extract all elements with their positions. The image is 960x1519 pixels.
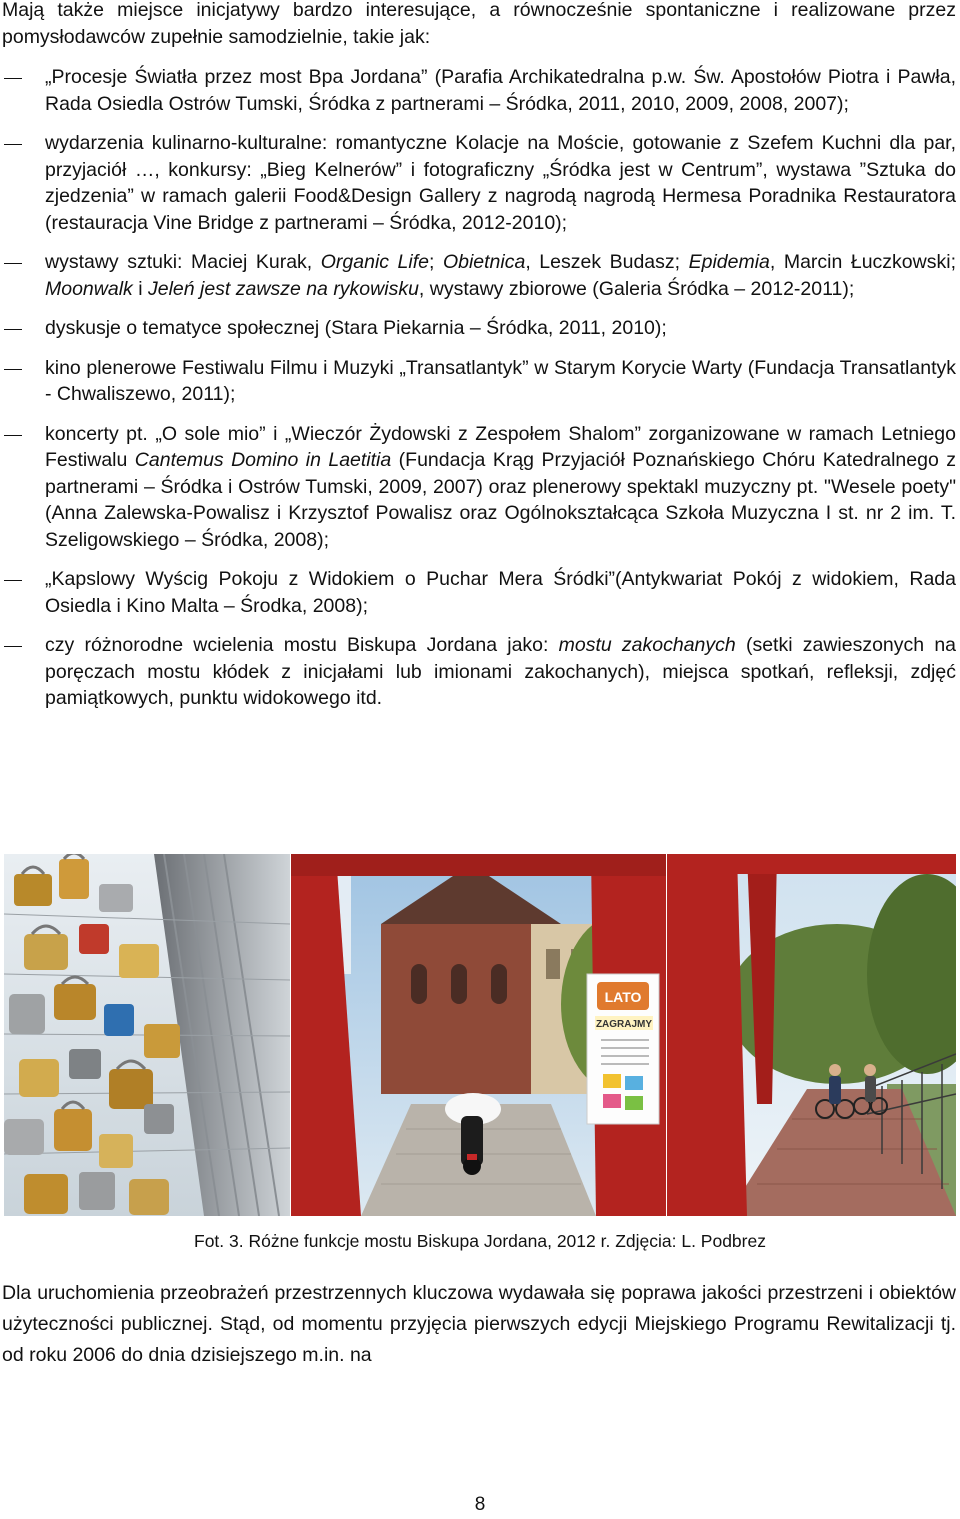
list-item — [0, 315, 956, 342]
list-item-text: czy różnorodne wcielenia mostu Biskupa Jordana jako: — [45, 634, 559, 656]
body-paragraph: Dla uruchomienia przeobrażeń przestrzennych kluczowa wydawała się poprawa jakości przestrzeni i obiektów użyteczności publicznej. Stąd, od momentu przyjęcia pierwszych edycji Miejskiego Programu Rewitalizacji tj. od roku 2006 do dnia dzisiejszego m.in. na — [2, 1282, 956, 1366]
list-item-italic-text: Moonwalk — [45, 277, 133, 300]
list-item-italic-text: Cantemus Domino in Laetitia — [134, 449, 392, 471]
list-item-text: wystawy sztuki: Maciej Kurak, — [45, 251, 321, 273]
list-item-text: i — [132, 277, 148, 300]
list-item-text: „Procesje Światła przez most Bpa Jordana” (Parafia Archikatedralna p.w. Św. Apostołów Piotra i Pawła, Rada Osiedla Ostrów Tumski, Śródka z partnerami – Śródka, 2011, 2010, 2009, 2008, 2007); — [45, 66, 956, 115]
list-item — [0, 249, 956, 302]
poster-text-lato: LATO — [604, 989, 642, 1005]
dash-bullet — [4, 646, 22, 647]
dash-bullet — [4, 435, 22, 436]
list-item-text: (Fundacja Krąg Przyjaciół Poznańskiego Chóru Katedralnego z partnerami – Śródka i Ostrów Tumski, 2009, 2007) oraz plenerowy spektakl muzyczny pt. "Wesele poety" (Anna Zalewska-Powalisz i Krzysztof Powalisz oraz Ogólnokształcąca Szkoła Muzyczna I st. nr 2 im. T. Szeligowskiego – Śródka, 2008); — [45, 449, 956, 551]
list-item-italic-text: Obietnica — [442, 251, 526, 273]
dash-bullet — [4, 263, 22, 264]
photo-red-bridge-cyclists — [667, 854, 956, 1216]
dash-bullet — [4, 78, 22, 79]
list-item — [0, 421, 956, 554]
list-item-text: ; — [429, 251, 443, 273]
list-item — [0, 355, 956, 408]
list-item-italic-text: Jeleń jest zawsze na rykowisku — [147, 277, 419, 300]
poster-text-zagrajmy: ZAGRAJMY — [595, 1019, 653, 1030]
list-item-text: dyskusje o tematyce społecznej (Stara Piekarnia – Śródka, 2011, 2010); — [45, 317, 667, 339]
photo-caption: Fot. 3. Różne funkcje mostu Biskupa Jordana, 2012 r. Zdjęcia: L. Podbrez — [194, 1231, 766, 1251]
list-item-text: kino plenerowe Festiwalu Filmu i Muzyki „Transatlantyk” w Starym Korycie Warty (Fundacja Transatlantyk - Chwaliszewo, 2011); — [45, 356, 956, 405]
list-item-italic-text: mostu zakochanych — [558, 634, 736, 656]
list-item — [0, 566, 956, 619]
photo-strip — [4, 854, 956, 1216]
list-item-italic-text: Organic Life — [320, 251, 429, 273]
initiatives-list — [0, 64, 956, 725]
list-item-text: , Leszek Budasz; — [525, 251, 689, 273]
list-item-text: , Marcin Łuczkowski; — [769, 251, 956, 273]
dash-bullet — [4, 369, 22, 370]
list-item-text: (setki zawieszonych na poręczach mostu kłódek z inicjałami lub imionami zakochanych), miejsca spotkań, refleksji, zdjęć pamiątkowych, punktu widokowego itd. — [45, 634, 957, 709]
list-item-text: , wystawy zbiorowe (Galeria Śródka – 2012-2011); — [418, 277, 855, 300]
list-item — [0, 130, 956, 236]
page-number: 8 — [474, 1494, 486, 1515]
list-item — [0, 64, 956, 117]
list-item — [0, 632, 956, 712]
dash-bullet — [4, 144, 22, 145]
list-item-text: wydarzenia kulinarno-kulturalne: romantyczne Kolacje na Moście, gotowanie z Szefem Kuchni dla par, przyjaciół …, konkursy: „Bieg Kelnerów” i fotograficzny „Śródka jest w Centrum”, wystawa ”Sztuka do zjedzenia” w ramach galerii Food&Design Gallery z nagrodą nagrodą Hermesa Poradnika Restauratora (restauracja Vine Bridge z partnerami – Śródka, 2012-2010); — [45, 132, 956, 234]
dash-bullet — [4, 580, 22, 581]
list-item-text: „Kapslowy Wyścig Pokoju z Widokiem o Puchar Mera Śródki”(Antykwariat Pokój z widokiem, Rada Osiedla i Kino Malta – Środka, 2008); — [45, 568, 956, 617]
list-item-italic-text: Epidemia — [688, 251, 770, 273]
photo-cathedral-bridge — [291, 854, 666, 1216]
list-item-text: koncerty pt. „O sole mio” i „Wieczór Żydowski z Zespołem Shalom” zorganizowane w ramach Letniego Festiwalu — [45, 422, 956, 471]
dash-bullet — [4, 329, 22, 330]
intro-paragraph: Mają także miejsce inicjatywy bardzo interesujące, a równocześnie spontaniczne i realizowane przez pomysłodawców zupełnie samodzielnie, takie jak: — [2, 0, 956, 48]
photo-padlocks — [4, 854, 290, 1216]
